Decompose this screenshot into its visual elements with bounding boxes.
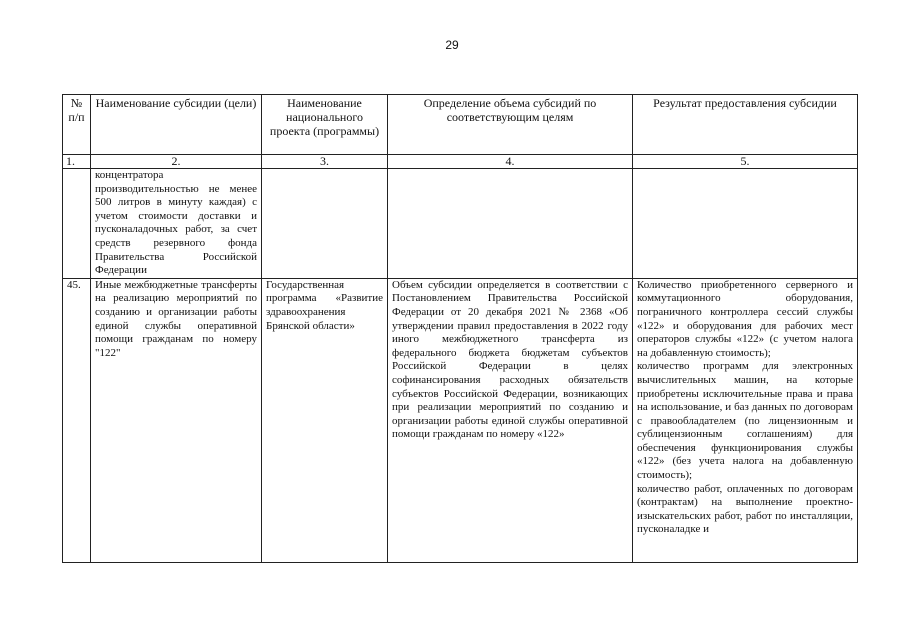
subsidy-result-cell [633, 278, 858, 562]
header-number: № п/п [63, 95, 91, 155]
table-row [63, 278, 858, 562]
column-number-2: 2. [91, 155, 262, 169]
subsidy-result-cell [633, 169, 858, 279]
column-number-4: 4. [388, 155, 633, 169]
volume-definition-cell [388, 169, 633, 279]
volume-definition-cell: Объем субсидии определяется в соответствии с Постановлением Правительства Российской Федерации от 20 декабря 2021 № 2368 «Об утверждении правил предоставления в 2022 году иного межбюджетного трансферта из федерального бюджета бюджетам субъектов Российской Федерации в целях софинансирования расходных обязательств субъектов Российской Федерации, возникающих при реализации мероприятий по созданию и организации работы единой службы оперативной помощи гражданам по номеру «122» [388, 278, 633, 562]
subsidy-table [62, 94, 858, 563]
national-project-cell [262, 169, 388, 279]
header-row [63, 95, 858, 155]
row-number: 45. [63, 278, 91, 562]
column-number-1: 1. [63, 155, 91, 169]
header-subsidy-name: Наименование субсидии (цели) [91, 95, 262, 155]
national-project-cell: Государственная программа «Развитие здравоохранения Брянской области» [262, 278, 388, 562]
column-number-3: 3. [262, 155, 388, 169]
result-part-hardware: Количество приобретенного серверного и коммутационного оборудования, пограничного контроллера сессий службы «122» и оборудования для рабочих мест операторов службы «122» (с учетом налога на добавленную стоимость); [637, 278, 853, 359]
page-number: 29 [445, 38, 459, 52]
header-volume-definition: Определение объема субсидий по соответствующим целям [388, 95, 633, 155]
result-part-software: количество программ для электронных вычислительных машин, на которые приобретены исключительные права и права на использование, и баз данных по договорам с правообладателем (по лицензионным и сублицензионным соглашениям) для обеспечения функционирования службы «122» (без учета налога на добавленную стоимость); [637, 360, 853, 482]
subsidy-name-cell: концентратора производительностью не менее 500 литров в минуту каждая) с учетом стоимости доставки и пусконаладочных работ, за счет средств резервного фонда Правительства Российской Федерации [91, 169, 262, 279]
header-subsidy-result: Результат предоставления субсидии [633, 95, 858, 155]
column-number-row [63, 155, 858, 169]
subsidy-name-cell: Иные межбюджетные трансферты на реализацию мероприятий по созданию и организации работы единой службы оперативной помощи гражданам по номеру "122" [91, 278, 262, 562]
header-national-project: Наименование национального проекта (программы) [262, 95, 388, 155]
table-row [63, 169, 858, 279]
column-number-5: 5. [633, 155, 858, 169]
result-part-works: количество работ, оплаченных по договорам (контрактам) на выполнение проектно-изыскательских работ, работ по инсталляции, пусконаладке и [637, 482, 853, 536]
row-number [63, 169, 91, 279]
